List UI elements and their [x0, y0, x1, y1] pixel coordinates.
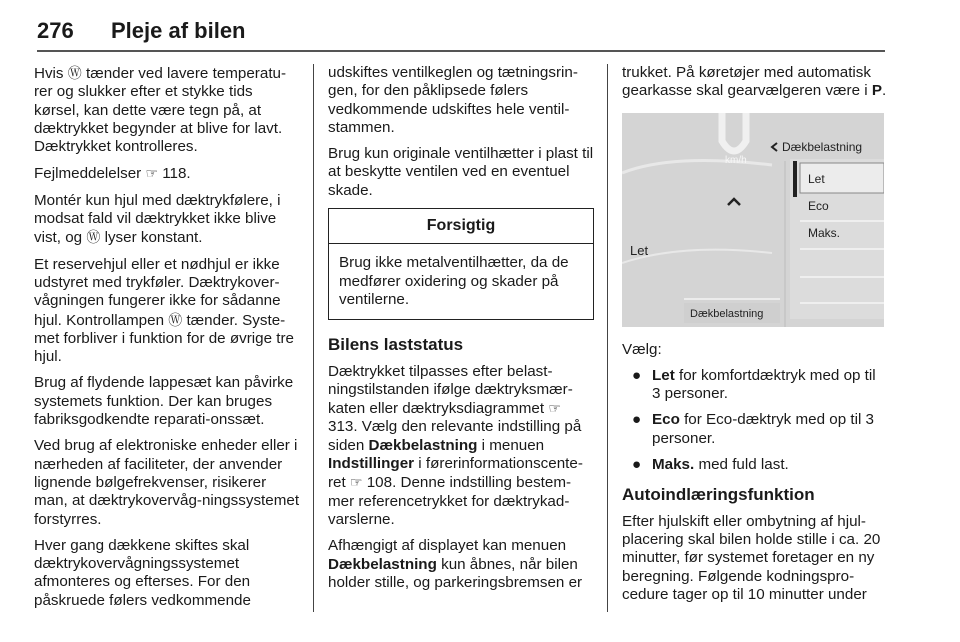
- paragraph: Vælg:: [622, 340, 662, 358]
- list-item: ● Let for komfortdæktryk med op til 3 personer.: [632, 366, 876, 403]
- display-graphic: [622, 113, 884, 327]
- caution-title: Forsigtig: [329, 209, 593, 244]
- display-screenshot: [622, 113, 884, 327]
- list-item: ● Maks. med fuld last.: [632, 456, 789, 474]
- column-1: [34, 64, 300, 618]
- paragraph: Brug af flydende lappesæt kan påvirke systemets funktion. Der kan bruges fabriksgodkendte reparati-onssæt.: [34, 374, 294, 429]
- paragraph: Dæktrykket tilpasses efter belast-ningstilstanden ifølge dæktryksmær-katen eller dæktryksdiagrammet ☞ 313. Vælg den relevante indstilling på siden Dækbelastning i menuen Indstillinger i førerinformationscente-ret ☞ 108. Denne indstilling bestem-mer referencetrykket for dæktrykad-varslerne.: [328, 362, 583, 528]
- paragraph: Brug kun originale ventilhætter i plast til at beskytte ventilen ved en eventuel skade.: [328, 145, 594, 199]
- header-rule: [37, 50, 885, 52]
- page-number: 276: [37, 18, 74, 43]
- bullet-icon: ●: [632, 456, 642, 474]
- reference-arrow-icon: ☞: [349, 474, 363, 491]
- paragraph: Hvis Ⓦ tænder ved lavere temperatu-rer og slukker efter et stykke tids kørsel, kan dette være tegn på, at dæktrykket begynder at blive for lavt. Dæktrykket kontrolleres.: [34, 65, 287, 156]
- bullet-icon: ●: [632, 366, 642, 384]
- tire-pressure-icon: Ⓦ: [67, 65, 82, 81]
- paragraph: Ved brug af elektroniske enheder eller i nærheden af faciliteter, der anvender lignende bølgefrekvenser, risikerer man, at dæktrykovervåg-ningssystemet forstyrres.: [34, 437, 300, 528]
- paragraph: Afhængigt af displayet kan menuen Dækbelastning kun åbnes, når bilen holder stille, og parkeringsbremsen er: [328, 537, 583, 591]
- paragraph: Montér kun hjul med dæktrykfølere, i modsat fald vil dæktrykket ikke blive vist, og Ⓦ lyser konstant.: [34, 191, 281, 247]
- speed-unit: km/h: [725, 154, 747, 166]
- reference-arrow-icon: ☞: [145, 165, 158, 182]
- bottom-label: Dækbelastning: [690, 307, 764, 320]
- column-3: [622, 64, 888, 612]
- paragraph: Fejlmeddelelser ☞ 118.: [34, 165, 191, 183]
- paragraph: trukket. På køretøjer med automatisk gearkasse skal gearvælgeren være i P.: [622, 64, 887, 100]
- caution-box: [328, 208, 594, 320]
- column-divider: [313, 64, 314, 612]
- paragraph: Hver gang dækkene skiftes skal dæktrykovervågningssystemet afmonteres og efterses. For den påskruede følers vedkommende: [34, 536, 251, 609]
- heading-autolearn: Autoindlæringsfunktion: [622, 485, 815, 505]
- column-2: [328, 64, 594, 600]
- heading-load-status: Bilens laststatus: [328, 335, 464, 355]
- section-title: Pleje af bilen: [111, 18, 246, 43]
- paragraph: Et reservehjul eller et nødhjul er ikke udstyret med trykføler. Dæktrykover-vågningen fungerer ikke for sådanne hjul. Kontrollampen Ⓦ tænder. Syste-met forbliver i funktion for de øvrige tre hjul.: [34, 255, 294, 366]
- tire-pressure-icon: Ⓦ: [86, 229, 101, 246]
- option-list: [622, 367, 888, 474]
- tire-pressure-icon: Ⓦ: [168, 311, 183, 328]
- menu-item-maks[interactable]: Maks.: [808, 225, 841, 240]
- page-header: [37, 18, 885, 54]
- menu-item-eco[interactable]: Eco: [808, 198, 829, 213]
- reference-arrow-icon: ☞: [548, 400, 561, 417]
- column-divider: [607, 64, 608, 612]
- paragraph: Efter hjulskift eller ombytning af hjul-placering skal bilen holde stille i ca. 20 minutter, før systemet foretager en ny beregning. Følgende kodningspro-cedure tager op til 10 minutter under: [622, 512, 881, 603]
- menu-item-let[interactable]: Let: [808, 171, 825, 186]
- menu-title: Dækbelastning: [782, 139, 863, 154]
- paragraph: udskiftes ventilkeglen og tætningsrin-gen, for den påklipsede følers vedkommende udskiftes hele ventil-stammen.: [328, 64, 578, 136]
- bullet-icon: ●: [632, 411, 642, 429]
- current-load-label: Let: [630, 242, 649, 258]
- caution-text: Brug ikke metalventilhætter, da de medfører oxidering og skader på ventilerne.: [339, 254, 569, 308]
- list-item: ● Eco for Eco-dæktryk med op til 3 personer.: [632, 411, 874, 447]
